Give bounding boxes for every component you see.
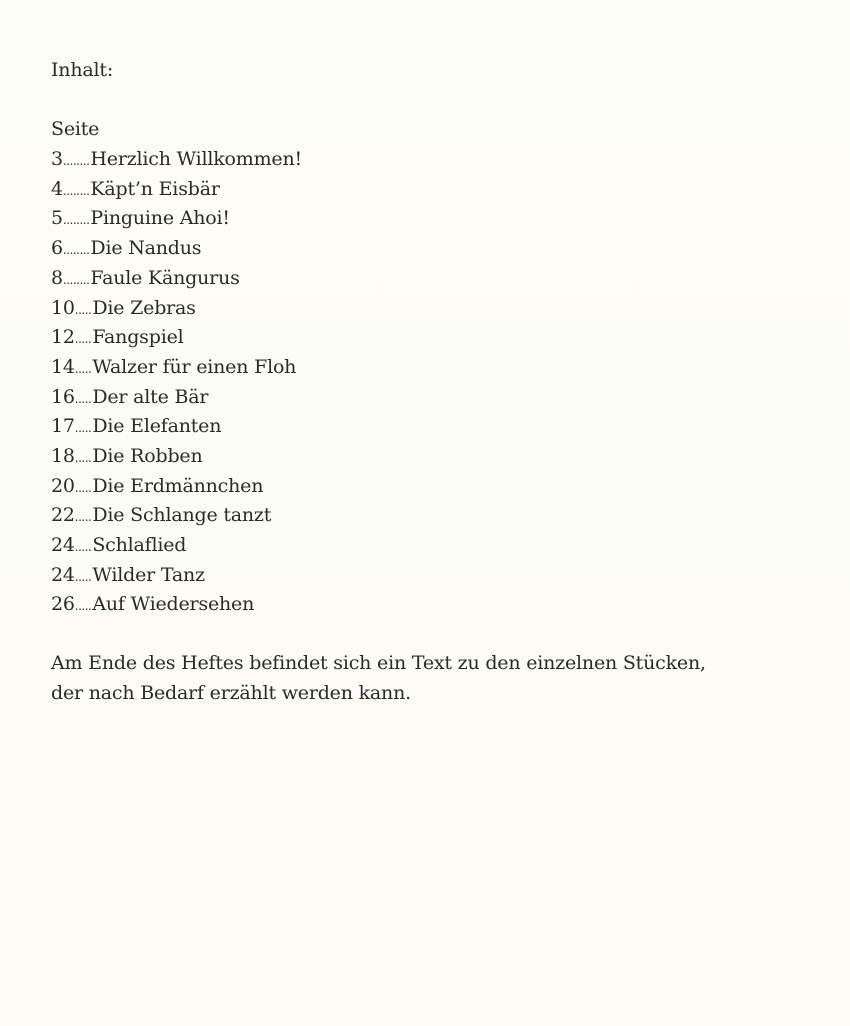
toc-leader-dots: ..... <box>74 480 92 495</box>
toc-page-number: 22 <box>51 504 75 527</box>
spacer <box>51 620 811 649</box>
toc-entry <box>51 472 811 502</box>
toc-page-number: 6 <box>51 237 63 260</box>
toc-entry <box>51 294 811 324</box>
toc-title: Die Nandus <box>90 237 202 260</box>
toc-page-number: 24 <box>51 534 75 556</box>
toc-page-number: 3 <box>51 148 63 171</box>
toc-title: Faule Kängurus <box>90 266 240 289</box>
table-of-contents <box>51 145 811 620</box>
contents-heading: Inhalt: <box>51 59 114 81</box>
toc-entry <box>51 383 811 413</box>
toc-title: Walzer für einen Floh <box>92 355 297 378</box>
spacer <box>51 86 811 116</box>
toc-leader-dots: ........ <box>62 154 90 169</box>
toc-leader-dots: ........ <box>62 183 90 198</box>
toc-page-number: 14 <box>51 355 75 378</box>
toc-page-number: 26 <box>51 593 75 616</box>
toc-page-number: 16 <box>51 385 75 408</box>
toc-title: Schlaflied <box>92 534 187 556</box>
toc-entry <box>51 531 811 561</box>
toc-entry <box>51 442 811 472</box>
toc-title: Die Schlange tanzt <box>92 504 272 527</box>
toc-entry <box>51 323 811 353</box>
toc-leader-dots: ..... <box>74 421 92 436</box>
toc-title: Die Erdmännchen <box>92 474 264 497</box>
toc-entry <box>51 145 811 175</box>
toc-leader-dots: ..... <box>74 361 92 376</box>
page-column-label: Seite <box>51 118 100 141</box>
toc-leader-dots: ..... <box>74 332 92 347</box>
closing-note-line: Am Ende des Heftes befindet sich ein Text zu den einzelnen Stücken, <box>51 652 706 675</box>
toc-entry <box>51 412 811 442</box>
toc-entry <box>51 204 811 234</box>
toc-leader-dots: ........ <box>62 243 90 258</box>
toc-title: Pinguine Ahoi! <box>90 207 230 230</box>
toc-leader-dots: ..... <box>74 391 92 406</box>
toc-entry <box>51 175 811 205</box>
toc-entry <box>51 264 811 294</box>
toc-entry <box>51 234 811 264</box>
toc-entry <box>51 501 811 531</box>
toc-title: Die Zebras <box>92 296 196 319</box>
toc-title: Die Robben <box>92 444 203 467</box>
toc-title: Wilder Tanz <box>92 563 205 586</box>
toc-page-number: 20 <box>51 474 75 497</box>
toc-page-number: 5 <box>51 207 63 230</box>
toc-page-number: 12 <box>51 326 75 349</box>
toc-leader-dots: ........ <box>62 272 90 287</box>
toc-page-number: 18 <box>51 444 75 467</box>
toc-leader-dots: ..... <box>74 599 92 614</box>
toc-page-number: 8 <box>51 266 63 289</box>
toc-title: Der alte Bär <box>92 385 209 408</box>
toc-title: Auf Wiedersehen <box>92 593 255 616</box>
toc-page-number: 17 <box>51 415 75 438</box>
toc-leader-dots: ..... <box>74 450 92 465</box>
toc-title: Käpt’n Eisbär <box>90 177 220 200</box>
toc-page-number: 4 <box>51 177 63 200</box>
toc-leader-dots: ..... <box>74 540 92 554</box>
toc-leader-dots: ........ <box>62 213 90 228</box>
toc-page-number: 10 <box>51 296 75 319</box>
toc-entry <box>51 590 811 620</box>
toc-title: Herzlich Willkommen! <box>90 148 302 171</box>
toc-title: Die Elefanten <box>92 415 222 438</box>
closing-note-line: der nach Bedarf erzählt werden kann. <box>51 681 411 704</box>
toc-page-number: 24 <box>51 563 75 586</box>
closing-note <box>51 649 811 708</box>
toc-entry <box>51 353 811 383</box>
toc-title: Fangspiel <box>92 326 184 349</box>
toc-leader-dots: ..... <box>74 302 92 317</box>
toc-leader-dots: ..... <box>74 510 92 525</box>
content-block <box>51 56 811 708</box>
toc-entry <box>51 561 811 591</box>
toc-leader-dots: ..... <box>74 569 92 584</box>
